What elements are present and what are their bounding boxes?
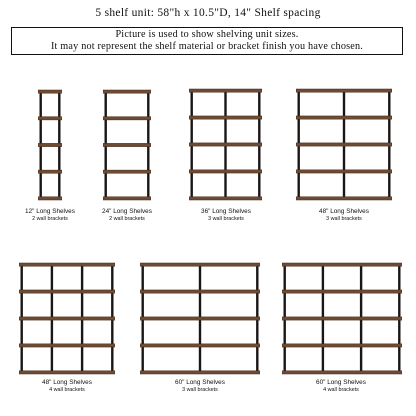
caption-12in-2-brackets bbox=[16, 208, 84, 223]
shelf-board bbox=[38, 143, 62, 146]
caption-36in-3-brackets bbox=[185, 208, 267, 223]
caption-brackets: 4 wall brackets bbox=[323, 386, 359, 393]
caption-brackets: 4 wall brackets bbox=[49, 386, 85, 393]
caption-48in-3-brackets bbox=[300, 208, 388, 223]
shelf-unit-drawing bbox=[296, 88, 392, 201]
caption-title: 12" Long Shelves bbox=[25, 208, 75, 215]
caption-60in-3-brackets bbox=[155, 379, 245, 394]
shelf-unit-drawing bbox=[140, 262, 260, 375]
caption-brackets: 3 wall brackets bbox=[326, 215, 362, 222]
shelf-unit-drawing bbox=[282, 262, 402, 375]
shelf-board bbox=[282, 317, 402, 320]
caption-brackets: 2 wall brackets bbox=[32, 215, 68, 222]
shelf-board bbox=[19, 290, 115, 293]
shelf-unit-drawing bbox=[103, 89, 151, 201]
shelf-board bbox=[140, 317, 260, 320]
caption-title: 48" Long Shelves bbox=[319, 208, 369, 215]
shelf-board bbox=[103, 197, 151, 200]
caption-title: 60" Long Shelves bbox=[175, 379, 225, 386]
caption-brackets: 2 wall brackets bbox=[109, 215, 145, 222]
shelf-board bbox=[189, 89, 262, 92]
shelf-board bbox=[140, 263, 260, 266]
shelf-board bbox=[19, 344, 115, 347]
caption-title: 48" Long Shelves bbox=[42, 379, 92, 386]
shelf-unit-drawing bbox=[19, 262, 115, 375]
shelf-unit-drawing bbox=[189, 88, 262, 201]
shelf-board bbox=[38, 197, 62, 200]
shelf-board bbox=[282, 263, 402, 266]
caption-title: 60" Long Shelves bbox=[316, 379, 366, 386]
shelf-board bbox=[189, 116, 262, 119]
shelf-unit-36in-3-brackets bbox=[189, 88, 262, 201]
shelf-board bbox=[19, 263, 115, 266]
notice-line-1: Picture is used to show shelving unit sizes. bbox=[115, 29, 299, 40]
shelf-board bbox=[140, 371, 260, 374]
shelf-board bbox=[140, 344, 260, 347]
shelf-unit-48in-4-brackets bbox=[19, 262, 115, 375]
shelf-board bbox=[282, 344, 402, 347]
notice-line-2: It may not represent the shelf material or bracket finish you have chosen. bbox=[50, 41, 364, 52]
shelf-unit-24in-2-brackets bbox=[103, 89, 151, 201]
shelf-board bbox=[296, 197, 392, 200]
shelf-board bbox=[189, 143, 262, 146]
shelf-unit-60in-3-brackets bbox=[140, 262, 260, 375]
shelf-board bbox=[189, 197, 262, 200]
shelf-board bbox=[103, 170, 151, 173]
shelf-board bbox=[19, 317, 115, 320]
shelf-board bbox=[103, 117, 151, 120]
caption-48in-4-brackets bbox=[22, 379, 112, 394]
caption-title: 36" Long Shelves bbox=[201, 208, 251, 215]
shelf-board bbox=[296, 89, 392, 92]
shelf-board bbox=[38, 117, 62, 120]
shelf-unit-12in-2-brackets bbox=[38, 89, 62, 201]
shelf-board bbox=[38, 170, 62, 173]
shelf-board bbox=[103, 90, 151, 93]
caption-brackets: 3 wall brackets bbox=[182, 386, 218, 393]
page-title: 5 shelf unit: 58"h x 10.5"D, 14" Shelf spacing bbox=[95, 7, 321, 19]
shelf-board bbox=[38, 90, 62, 93]
caption-24in-2-brackets bbox=[92, 208, 162, 223]
shelf-board bbox=[103, 143, 151, 146]
shelf-board bbox=[19, 371, 115, 374]
shelf-unit-60in-4-brackets bbox=[282, 262, 402, 375]
caption-title: 24" Long Shelves bbox=[102, 208, 152, 215]
caption-brackets: 3 wall brackets bbox=[208, 215, 244, 222]
notice-box bbox=[11, 27, 403, 55]
shelf-board bbox=[140, 290, 260, 293]
shelf-board bbox=[282, 290, 402, 293]
shelf-board bbox=[282, 371, 402, 374]
caption-60in-4-brackets bbox=[296, 379, 386, 394]
shelf-board bbox=[296, 170, 392, 173]
shelf-unit-drawing bbox=[38, 89, 62, 201]
shelf-board bbox=[296, 143, 392, 146]
shelf-unit-48in-3-brackets bbox=[296, 88, 392, 201]
shelf-board bbox=[189, 170, 262, 173]
shelf-board bbox=[296, 116, 392, 119]
